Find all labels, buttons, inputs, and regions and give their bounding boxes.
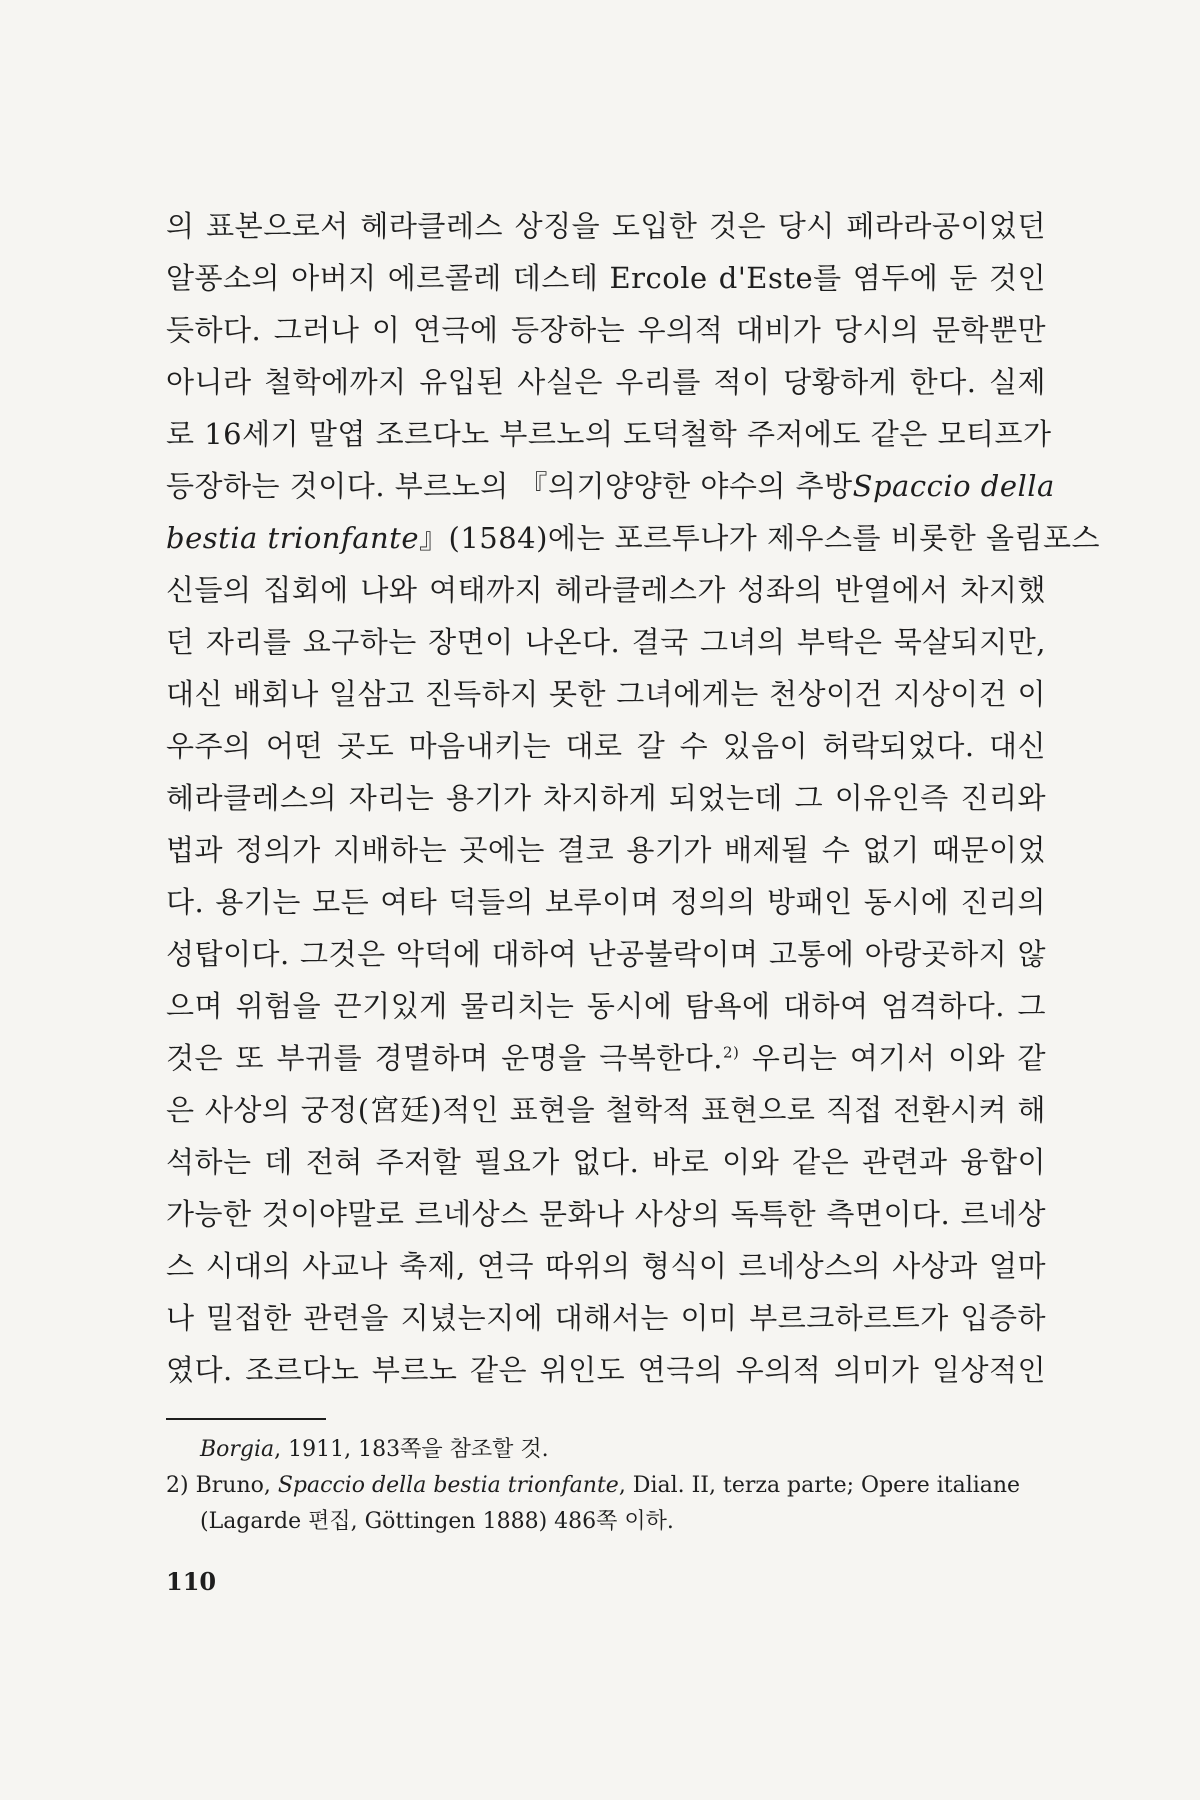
footnote-2 (166, 1468, 1046, 1504)
text-line: 대신 배회나 일삼고 진득하지 못한 그녀에게는 천상이건 지상이건 이 (166, 677, 1046, 711)
text-line: 우주의 어떤 곳도 마음내키는 대로 갈 수 있음이 허락되었다. 대신 (166, 729, 1046, 763)
text-line: 던 자리를 요구하는 장면이 나온다. 결국 그녀의 부탁은 묵살되지만, (166, 625, 1046, 659)
text-segment: 우리는 여기서 이와 같 (739, 1041, 1046, 1075)
text-line: 알퐁소의 아버지 에르콜레 데스테 Ercole d'Este를 염두에 둔 것인 (166, 261, 1046, 295)
text-segment: 등장하는 것이다. 부르노의 『의기양양한 야수의 추방 (166, 469, 853, 503)
footnote-text: , Dial. II, terza parte; Opere italiane (618, 1473, 1021, 1498)
text-line: 나 밀접한 관련을 지녔는지에 대해서는 이미 부르크하르트가 입증하 (166, 1301, 1046, 1335)
text-line: 였다. 조르다노 부르노 같은 위인도 연극의 우의적 의미가 일상적인 (166, 1353, 1046, 1387)
text-line: 신들의 집회에 나와 여태까지 헤라클레스가 성좌의 반열에서 차지했 (166, 573, 1046, 607)
text-line (166, 1032, 1046, 1084)
text-line (166, 512, 1101, 564)
body-text (166, 200, 1101, 1396)
text-line: 법과 정의가 지배하는 곳에는 결코 용기가 배제될 수 없기 때문이었 (166, 833, 1046, 867)
footnote-2-line-2: (Lagarde 편집, Göttingen 1888) 486쪽 이하. (200, 1509, 674, 1534)
footnotes (166, 1432, 1046, 1540)
footnote-text: , 1911, 183쪽을 참조할 것. (274, 1437, 549, 1462)
book-title-italic: Spaccio della (852, 469, 1055, 503)
text-line: 로 16세기 말엽 조르다노 부르노의 도덕철학 주저에도 같은 모티프가 (166, 417, 1052, 451)
footnote-separator (166, 1418, 326, 1420)
footnote-marker: 2) (722, 1043, 740, 1062)
text-line: 아니라 철학에까지 유입된 사실은 우리를 적이 당황하게 한다. 실제 (166, 365, 1046, 399)
footnote-title-italic: Borgia (200, 1437, 275, 1462)
footnote-title-italic: Spaccio della bestia trionfante (277, 1473, 619, 1498)
text-line: 으며 위험을 끈기있게 물리치는 동시에 탐욕에 대하여 엄격하다. 그 (166, 989, 1046, 1023)
book-title-italic: bestia trionfante (166, 521, 419, 555)
footnote-text: Bruno, (195, 1473, 278, 1498)
text-line: 성탑이다. 그것은 악덕에 대하여 난공불락이며 고통에 아랑곳하지 않 (166, 937, 1046, 971)
text-line: 다. 용기는 모든 여타 덕들의 보루이며 정의의 방패인 동시에 진리의 (166, 885, 1046, 919)
text-segment: 』(1584)에는 포르투나가 제우스를 비롯한 올림포스 (419, 521, 1101, 555)
text-line: 의 표본으로서 헤라클레스 상징을 도입한 것은 당시 페라라공이었던 (166, 209, 1046, 243)
text-line: 스 시대의 사교나 축제, 연극 따위의 형식이 르네상스의 사상과 얼마 (166, 1249, 1046, 1283)
page-number: 110 (166, 1567, 217, 1596)
footnote-continuation (166, 1432, 1046, 1468)
text-line (166, 460, 1055, 512)
footnote-number: 2) (166, 1473, 189, 1498)
text-line: 가능한 것이야말로 르네상스 문화나 사상의 독특한 측면이다. 르네상 (166, 1197, 1046, 1231)
text-line: 석하는 데 전혀 주저할 필요가 없다. 바로 이와 같은 관련과 융합이 (166, 1145, 1046, 1179)
text-segment: 것은 또 부귀를 경멸하며 운명을 극복한다. (166, 1041, 723, 1075)
text-line: 듯하다. 그러나 이 연극에 등장하는 우의적 대비가 당시의 문학뿐만 (166, 313, 1046, 347)
text-line: 헤라클레스의 자리는 용기가 차지하게 되었는데 그 이유인즉 진리와 (166, 781, 1046, 815)
text-line: 은 사상의 궁정(宮廷)적인 표현을 철학적 표현으로 직접 전환시켜 해 (166, 1093, 1046, 1127)
